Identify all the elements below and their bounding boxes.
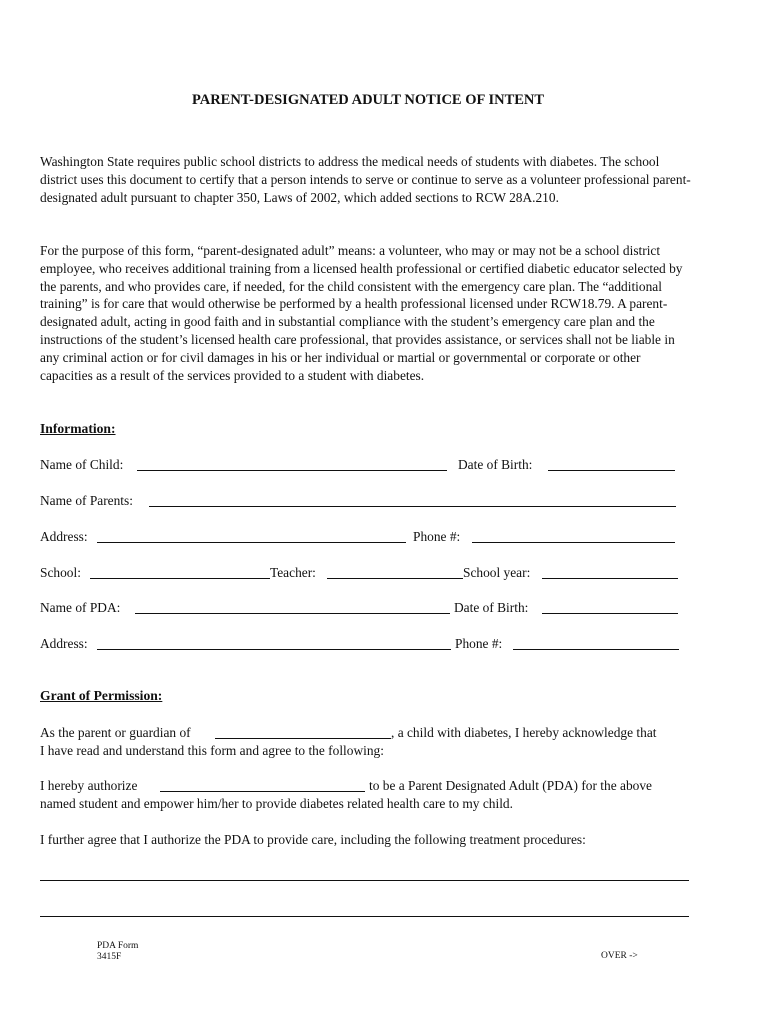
child-name-label: Name of Child: (40, 457, 124, 472)
authorize-post-text: to be a Parent Designated Adult (PDA) for the above (369, 778, 652, 793)
authorize-line-2 (40, 795, 700, 813)
definition-paragraph: For the purpose of this form, “parent-designated adult” means: a volunteer, who may or may not be a school district employee, who receives additional training from a licensed health professional or certified diabetic educator selected by the parents, and who provides care, if needed, for the child consistent with the emergency care plan. The “additional training” is for care that would otherwise be performed by a health professional licensed under RCW18.79. A parent-designated adult, acting in good faith and in substantial compliance with the student’s emergency care plan and the instructions of the student’s licensed health care professional, that provides assistance, or services shall not be liable in any criminal action or for civil damages in his or her individual or martial or governmental or corporate or other capacities as a result of the services provided to a student with diabetes. (40, 243, 683, 383)
school-field[interactable] (90, 578, 270, 579)
parents-row (40, 492, 700, 510)
guardian-line (40, 724, 700, 742)
school-year-label: School year: (463, 565, 531, 580)
address-field[interactable] (97, 542, 406, 543)
grant-heading: Grant of Permission: (40, 688, 163, 703)
authorize-pre-text: I hereby authorize (40, 778, 138, 793)
child-dob-label: Date of Birth: (458, 457, 533, 472)
child-dob-field[interactable] (548, 470, 675, 471)
intro-paragraph: Washington State requires public school districts to address the medical needs of students with diabetes. The school district uses this document to certify that a person intends to serve or continue to serve as a volunteer professional parent-designated adult pursuant to chapter 350, Laws of 2002, which added sections to RCW 28A.210. (40, 154, 691, 205)
guardian-line-2 (40, 742, 700, 760)
guardian-pre-text: As the parent or guardian of (40, 725, 191, 740)
phone-field[interactable] (472, 542, 675, 543)
parents-name-label: Name of Parents: (40, 493, 133, 508)
pda-authorized-name-field[interactable] (160, 791, 365, 792)
authorize-line (40, 777, 700, 795)
pda-dob-label: Date of Birth: (454, 600, 529, 615)
child-name-field[interactable] (137, 470, 447, 471)
phone-label: Phone #: (413, 529, 461, 544)
guardian-line2-text: I have read and understand this form and agree to the following: (40, 743, 384, 758)
guardian-post-text: , a child with diabetes, I hereby acknowledge that (391, 725, 657, 740)
pda-phone-label: Phone #: (455, 636, 503, 651)
teacher-label: Teacher: (270, 565, 316, 580)
school-label: School: (40, 565, 81, 580)
form-title: PARENT-DESIGNATED ADULT NOTICE OF INTENT (191, 92, 545, 108)
form-name: PDA Form (97, 941, 139, 951)
treatment-procedures-line-2[interactable] (40, 916, 689, 917)
teacher-field[interactable] (327, 578, 463, 579)
form-id-footer (97, 941, 138, 963)
treatment-procedures-line-1[interactable] (40, 880, 689, 881)
pda-row (40, 599, 700, 617)
form-code: 3415F (97, 952, 122, 962)
authorize-line2-text: named student and empower him/her to provide diabetes related health care to my child. (40, 796, 513, 811)
school-year-field[interactable] (542, 578, 678, 579)
pda-dob-field[interactable] (542, 613, 678, 614)
pda-name-field[interactable] (135, 613, 450, 614)
pda-name-label: Name of PDA: (40, 600, 121, 615)
pda-address-label: Address: (40, 636, 88, 651)
child-row (40, 456, 700, 474)
further-line (40, 831, 700, 849)
further-text: I further agree that I authorize the PDA to provide care, including the following treatment procedures: (40, 832, 586, 847)
child-name-guardian-field[interactable] (215, 738, 391, 739)
address-label: Address: (40, 529, 88, 544)
pda-phone-field[interactable] (513, 649, 679, 650)
information-heading: Information: (40, 421, 116, 436)
school-row (40, 564, 700, 582)
pda-address-field[interactable] (97, 649, 451, 650)
over-indicator: OVER -> (601, 951, 638, 961)
address-row (40, 528, 700, 546)
pda-address-row (40, 635, 700, 653)
parents-name-field[interactable] (149, 506, 676, 507)
